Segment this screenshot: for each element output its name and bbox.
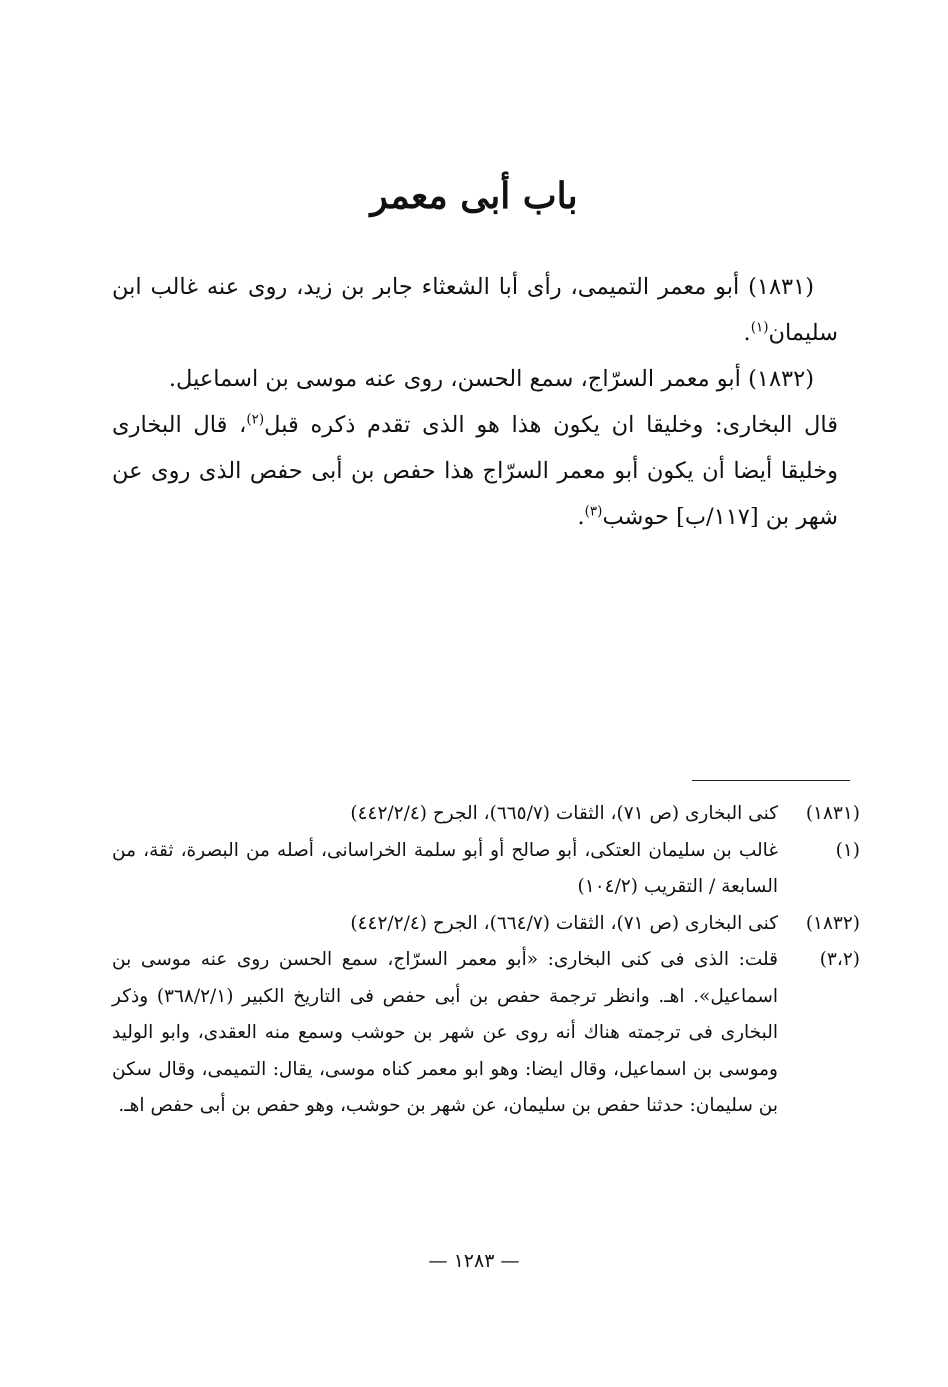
footnote-1831 bbox=[112, 796, 860, 833]
footnote-2-3 bbox=[112, 942, 860, 1125]
footnote-divider bbox=[692, 780, 850, 781]
footnote-mark-1: (١) bbox=[750, 319, 769, 336]
footnotes bbox=[112, 796, 860, 1125]
entry-1832 bbox=[112, 356, 838, 402]
page-number: — ١٢٨٣ — bbox=[428, 1250, 520, 1272]
footnote-number: (٣،٢) bbox=[819, 949, 860, 970]
footnote-number: (١) bbox=[835, 839, 860, 861]
entry-1831 bbox=[112, 264, 838, 356]
entry-1832-end: . bbox=[577, 504, 585, 530]
footnote-mark-2: (٢) bbox=[246, 411, 265, 428]
entry-1832-continuation bbox=[112, 402, 838, 540]
entry-1831-text: (١٨٣١) أبو معمر التميمى، رأى أبا الشعثاء جابر بن زيد، روى عنه غالب ابن سليمان bbox=[112, 274, 838, 346]
footnote-number: (١٨٣١) bbox=[805, 803, 860, 824]
footnote-number: (١٨٣٢) bbox=[805, 912, 860, 934]
footnote-1 bbox=[112, 833, 860, 906]
footnote-mark-3: (٣) bbox=[584, 503, 603, 520]
footnote-text: كنى البخارى (ص ٧١)، الثقات (٦٦٤/٧)، الجرح (٤٤٢/٢/٤) bbox=[350, 912, 778, 934]
footnote-text: كنى البخارى (ص ٧١)، الثقات (٦٦٥/٧)، الجرح (٤٤٢/٢/٤) bbox=[350, 803, 778, 824]
footnote-text: غالب بن سليمان العتكى، أبو صالح أو أبو سلمة الخراسانى، أصله من البصرة، ثقة، من السابعة / التقريب (١٠٤/٢) bbox=[112, 839, 778, 897]
entry-1831-tail: . bbox=[743, 320, 751, 346]
entry-1832-continuation-tail: ، قال البخارى وخليقا أيضا أن يكون أبو معمر السرّاج هذا حفص بن أبى حفص الذى روى عن شهر بن [١١٧/ب] حوشب bbox=[112, 412, 838, 530]
main-text bbox=[112, 264, 838, 540]
footnote-text: قلت: الذى فى كنى البخارى: «أبو معمر السرّاج، سمع الحسن روى عنه موسى بن اسماعيل». اهـ. وانظر ترجمة حفص بن أبى حفص فى التاريخ الكبير (٣٦٨/٢/١) وذكر البخارى فى ترجمته هناك أنه روى عن شهر بن حوشب وسمع منه العقدى، وابو الوليد وموسى بن اسماعيل، وقال ايضا: وهو ابو معمر كناه موسى، يقال: التميمى، وقال سكن بن سليمان: حدثنا حفص بن سليمان، عن شهر بن حوشب، وهو حفص بن أبى حفص اهـ. bbox=[112, 949, 778, 1116]
entry-1832-text: (١٨٣٢) أبو معمر السرّاج، سمع الحسن، روى عنه موسى بن اسماعيل. bbox=[168, 366, 814, 392]
footnote-1832 bbox=[112, 906, 860, 943]
chapter-title: باب أبى معمر bbox=[370, 175, 578, 217]
entry-1832-continuation-text: قال البخارى: وخليقا ان يكون هذا هو الذى تقدم ذكره قبل bbox=[264, 412, 838, 438]
